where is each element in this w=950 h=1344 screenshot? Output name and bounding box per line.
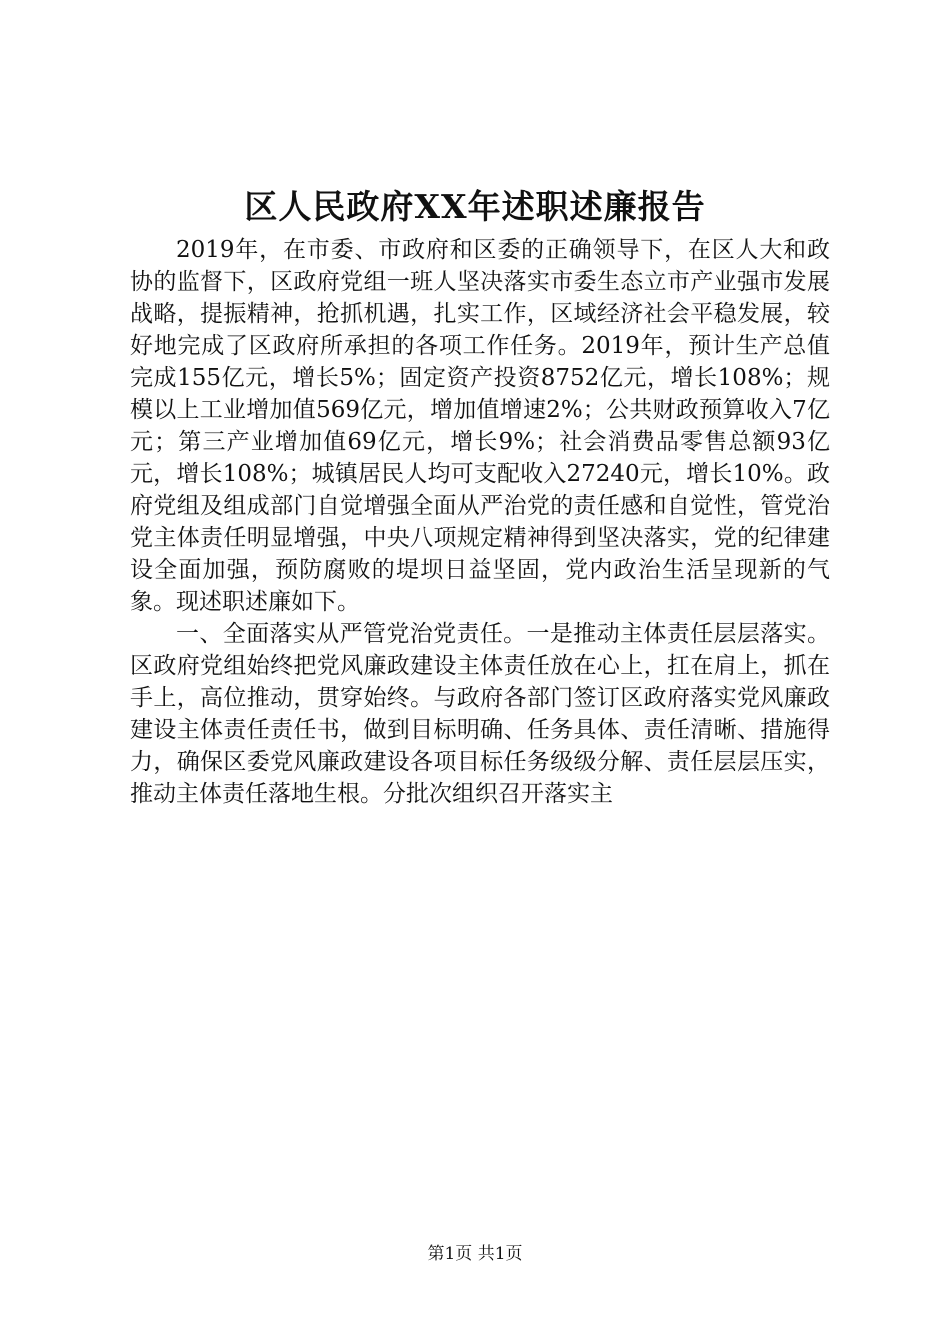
paragraph-section-one: 一、全面落实从严管党治党责任。一是推动主体责任层层落实。区政府党组始终把党风廉政建设主体责任放在心上，扛在肩上，抓在手上，高位推动，贯穿始终。与政府各部门签订区政府落实党风廉政建设主体责任责任书，做到目标明确、任务具体、责任清晰、措施得力，确保区委党风廉政建设各项目标任务级级分解、责任层层压实，推动主体责任落地生根。分批次组织召开落实主 — [130, 621, 830, 807]
paragraph-intro: 2019年，在市委、市政府和区委的正确领导下，在区人大和政协的监督下，区政府党组一班人坚决落实市委生态立市产业强市发展战略，提振精神，抢抓机遇，扎实工作，区域经济社会平稳发展，较好地完成了区政府所承担的各项工作任务。2019年，预计生产总值完成155亿元，增长5%；固定资产投资8752亿元，增长108%；规模以上工业增加值569亿元，增加值增速2%；公共财政预算收入7亿元；第三产业增加值69亿元，增长9%；社会消费品零售总额93亿元，增长108%；城镇居民人均可支配收入27240元，增长10%。政府党组及组成部门自觉增强全面从严治党的责任感和自觉性，管党治党主体责任明显增强，中央八项规定精神得到坚决落实，党的纪律建设全面加强，预防腐败的堤坝日益坚固，党内政治生活呈现新的气象。现述职述廉如下。 — [130, 237, 830, 615]
document-body — [130, 234, 830, 810]
page-footer: 第1页 共1页 — [427, 1244, 523, 1264]
document-title: 区人民政府XX年述职述廉报告 — [244, 187, 706, 226]
